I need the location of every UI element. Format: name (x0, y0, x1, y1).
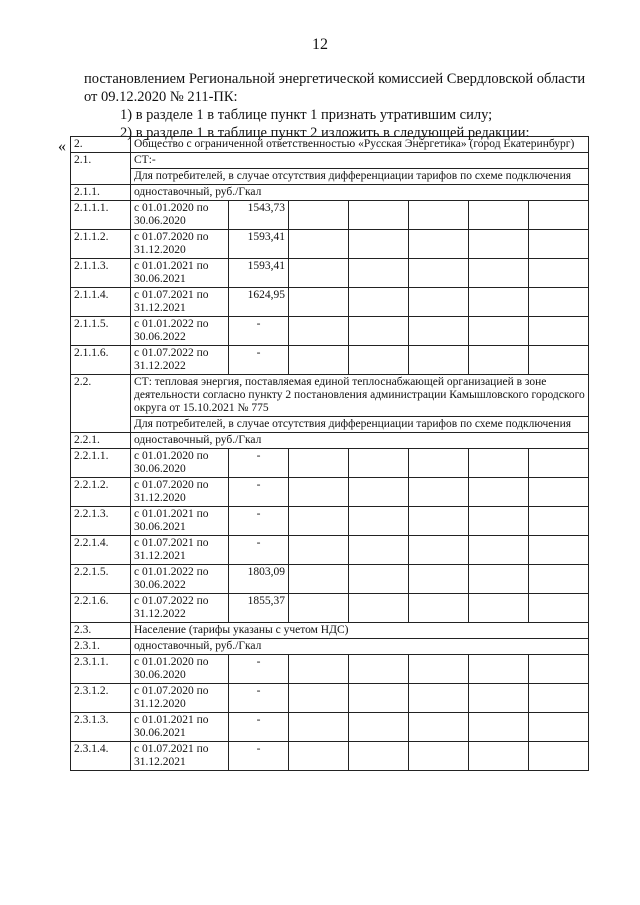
row-number: 2.2.1.3. (71, 507, 131, 536)
intro-line-2: от 09.12.2020 № 211-ПК: (84, 89, 238, 105)
tariff-value: - (229, 655, 289, 684)
organization-name: Общество с ограниченной ответственностью «Русская Энергетика» (город Екатеринбург) (131, 137, 589, 153)
empty-cell (349, 594, 409, 623)
period-cell: с 01.01.2021 по 30.06.2021 (131, 259, 229, 288)
period-cell: с 01.07.2020 по 31.12.2020 (131, 684, 229, 713)
empty-cell (469, 259, 529, 288)
row-number: 2.1.1.2. (71, 230, 131, 259)
tariff-value: - (229, 536, 289, 565)
empty-cell (349, 478, 409, 507)
intro-line-1: постановлением Региональной энергетической комиссией Свердловской области (84, 71, 586, 87)
row-number: 2.2.1.5. (71, 565, 131, 594)
empty-cell (469, 536, 529, 565)
row-number: 2.2.1. (71, 433, 131, 449)
empty-cell (409, 259, 469, 288)
row-number: 2.1.1.6. (71, 346, 131, 375)
empty-cell (349, 346, 409, 375)
empty-cell (529, 536, 589, 565)
population-label: Население (тарифы указаны с учетом НДС) (131, 623, 589, 639)
empty-cell (349, 201, 409, 230)
tariff-value: - (229, 742, 289, 771)
table-row (71, 594, 589, 623)
empty-cell (469, 684, 529, 713)
empty-cell (349, 449, 409, 478)
empty-cell (349, 288, 409, 317)
empty-cell (409, 317, 469, 346)
tariff-value: - (229, 346, 289, 375)
empty-cell (469, 201, 529, 230)
empty-cell (529, 684, 589, 713)
empty-cell (409, 594, 469, 623)
empty-cell (289, 507, 349, 536)
empty-cell (349, 565, 409, 594)
period-cell: с 01.01.2021 по 30.06.2021 (131, 713, 229, 742)
table-row (71, 185, 589, 201)
empty-cell (469, 449, 529, 478)
empty-cell (349, 655, 409, 684)
period-cell: с 01.01.2021 по 30.06.2021 (131, 507, 229, 536)
tariff-value: - (229, 478, 289, 507)
period-cell: с 01.07.2022 по 31.12.2022 (131, 346, 229, 375)
period-cell: с 01.01.2020 по 30.06.2020 (131, 449, 229, 478)
period-cell: с 01.07.2022 по 31.12.2022 (131, 594, 229, 623)
empty-cell (529, 288, 589, 317)
table-row (71, 259, 589, 288)
empty-cell (289, 449, 349, 478)
empty-cell (409, 478, 469, 507)
empty-cell (349, 507, 409, 536)
empty-cell (289, 565, 349, 594)
empty-cell (529, 346, 589, 375)
empty-cell (469, 230, 529, 259)
empty-cell (469, 565, 529, 594)
empty-cell (289, 230, 349, 259)
empty-cell (409, 201, 469, 230)
table-row (71, 317, 589, 346)
empty-cell (409, 655, 469, 684)
empty-cell (409, 742, 469, 771)
empty-cell (289, 201, 349, 230)
table-row (71, 288, 589, 317)
table-row (71, 639, 589, 655)
table-row (71, 169, 589, 185)
empty-cell (409, 288, 469, 317)
empty-cell (349, 536, 409, 565)
tariff-value: 1593,41 (229, 259, 289, 288)
rate-label: одноставочный, руб./Гкал (131, 433, 589, 449)
empty-cell (469, 346, 529, 375)
st-label: СТ: тепловая энергия, поставляемая единой теплоснабжающей организацией в зоне деятельности согласно пункту 2 постановления администрации Камышловского городского округа от 15.10.2021 № 775 (131, 375, 589, 417)
opening-quote-mark: « (58, 138, 66, 155)
page-number: 12 (312, 36, 328, 53)
empty-cell (289, 346, 349, 375)
empty-cell (349, 713, 409, 742)
table-row (71, 684, 589, 713)
empty-cell (409, 346, 469, 375)
empty-cell (529, 713, 589, 742)
tariff-value: - (229, 684, 289, 713)
empty-cell (289, 259, 349, 288)
empty-cell (409, 507, 469, 536)
empty-cell (349, 230, 409, 259)
table-row (71, 137, 589, 153)
empty-cell (289, 478, 349, 507)
empty-cell (529, 259, 589, 288)
table-row (71, 478, 589, 507)
intro-text (84, 70, 614, 142)
intro-item-1: 1) в разделе 1 в таблице пункт 1 признать утратившим силу; (120, 107, 493, 123)
period-cell: с 01.01.2022 по 30.06.2022 (131, 317, 229, 346)
row-number: 2.2. (71, 375, 131, 433)
empty-cell (529, 317, 589, 346)
row-number: 2.3.1.3. (71, 713, 131, 742)
table-row (71, 346, 589, 375)
rate-label: одноставочный, руб./Гкал (131, 185, 589, 201)
period-cell: с 01.07.2020 по 31.12.2020 (131, 230, 229, 259)
row-number: 2.2.1.6. (71, 594, 131, 623)
empty-cell (409, 713, 469, 742)
empty-cell (529, 230, 589, 259)
row-number: 2.2.1.4. (71, 536, 131, 565)
tariff-value: 1803,09 (229, 565, 289, 594)
empty-cell (469, 713, 529, 742)
tariff-value: 1624,95 (229, 288, 289, 317)
empty-cell (529, 594, 589, 623)
st-label: СТ:- (131, 153, 589, 169)
row-number: 2. (71, 137, 131, 153)
period-cell: с 01.07.2021 по 31.12.2021 (131, 742, 229, 771)
table-row (71, 507, 589, 536)
table-row (71, 713, 589, 742)
row-number: 2.1.1. (71, 185, 131, 201)
empty-cell (289, 317, 349, 346)
table-row (71, 623, 589, 639)
empty-cell (469, 478, 529, 507)
empty-cell (349, 742, 409, 771)
empty-cell (529, 655, 589, 684)
empty-cell (349, 259, 409, 288)
empty-cell (469, 742, 529, 771)
empty-cell (409, 684, 469, 713)
consumers-label: Для потребителей, в случае отсутствия дифференциации тарифов по схеме подключения (131, 169, 589, 185)
empty-cell (469, 594, 529, 623)
row-number: 2.3.1. (71, 639, 131, 655)
table-row (71, 230, 589, 259)
empty-cell (289, 742, 349, 771)
rate-label: одноставочный, руб./Гкал (131, 639, 589, 655)
empty-cell (409, 536, 469, 565)
tariff-value: - (229, 507, 289, 536)
empty-cell (409, 565, 469, 594)
empty-cell (469, 655, 529, 684)
empty-cell (409, 449, 469, 478)
empty-cell (529, 478, 589, 507)
empty-cell (529, 565, 589, 594)
row-number: 2.1.1.3. (71, 259, 131, 288)
period-cell: с 01.07.2021 по 31.12.2021 (131, 536, 229, 565)
row-number: 2.3.1.4. (71, 742, 131, 771)
empty-cell (289, 288, 349, 317)
tariff-value: - (229, 713, 289, 742)
tariff-table (70, 136, 589, 771)
empty-cell (529, 449, 589, 478)
row-number: 2.1.1.4. (71, 288, 131, 317)
period-cell: с 01.01.2022 по 30.06.2022 (131, 565, 229, 594)
table-row (71, 417, 589, 433)
table-row (71, 153, 589, 169)
row-number: 2.2.1.2. (71, 478, 131, 507)
tariff-value: - (229, 449, 289, 478)
table-row (71, 433, 589, 449)
row-number: 2.3. (71, 623, 131, 639)
empty-cell (289, 713, 349, 742)
table-row (71, 375, 589, 417)
table-row (71, 201, 589, 230)
consumers-label: Для потребителей, в случае отсутствия дифференциации тарифов по схеме подключения (131, 417, 589, 433)
row-number: 2.1. (71, 153, 131, 185)
period-cell: с 01.01.2020 по 30.06.2020 (131, 655, 229, 684)
tariff-value: 1593,41 (229, 230, 289, 259)
empty-cell (289, 684, 349, 713)
empty-cell (529, 507, 589, 536)
empty-cell (289, 594, 349, 623)
empty-cell (529, 201, 589, 230)
period-cell: с 01.01.2020 по 30.06.2020 (131, 201, 229, 230)
row-number: 2.1.1.1. (71, 201, 131, 230)
intro-item-2: 2) в разделе 1 в таблице пункт 2 изложить в следующей редакции: (120, 125, 530, 141)
empty-cell (469, 317, 529, 346)
tariff-value: 1543,73 (229, 201, 289, 230)
empty-cell (289, 655, 349, 684)
empty-cell (409, 230, 469, 259)
empty-cell (529, 742, 589, 771)
empty-cell (349, 317, 409, 346)
empty-cell (469, 507, 529, 536)
empty-cell (349, 684, 409, 713)
table-row (71, 565, 589, 594)
row-number: 2.3.1.1. (71, 655, 131, 684)
tariff-value: - (229, 317, 289, 346)
period-cell: с 01.07.2020 по 31.12.2020 (131, 478, 229, 507)
row-number: 2.3.1.2. (71, 684, 131, 713)
period-cell: с 01.07.2021 по 31.12.2021 (131, 288, 229, 317)
row-number: 2.2.1.1. (71, 449, 131, 478)
table-row (71, 536, 589, 565)
table-row (71, 655, 589, 684)
tariff-value: 1855,37 (229, 594, 289, 623)
empty-cell (469, 288, 529, 317)
table-row (71, 449, 589, 478)
row-number: 2.1.1.5. (71, 317, 131, 346)
empty-cell (289, 536, 349, 565)
table-row (71, 742, 589, 771)
